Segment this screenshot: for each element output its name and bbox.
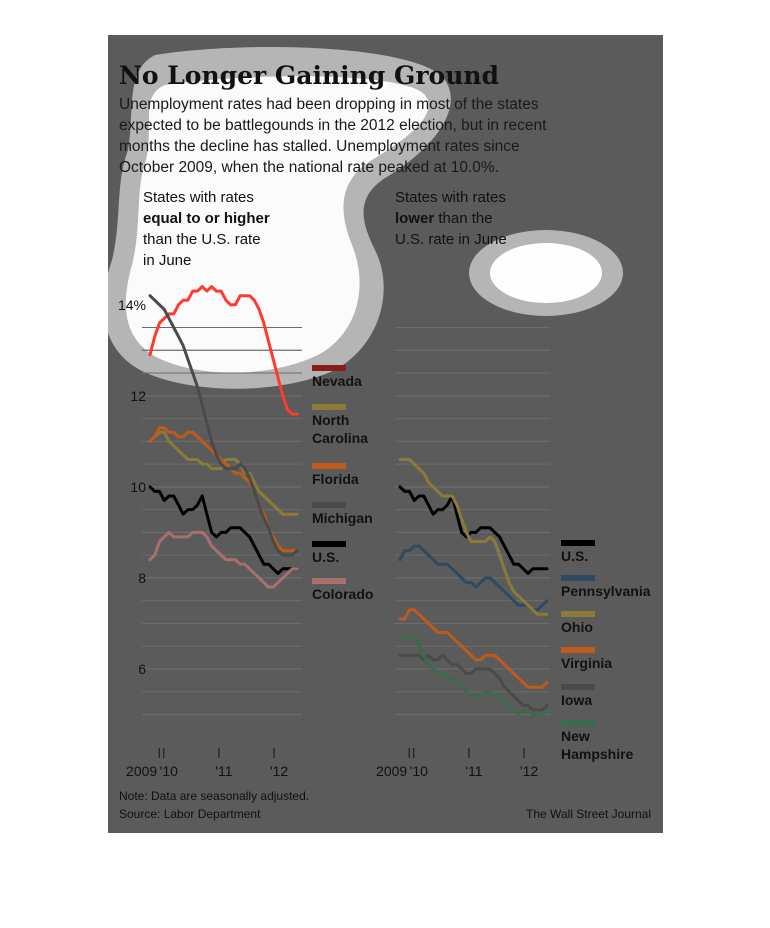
legend-label: Colorado: [312, 586, 374, 602]
legend-label: Michigan: [312, 510, 373, 526]
legend-swatch: [561, 720, 595, 726]
legend-label: Virginia: [561, 655, 613, 671]
right-title-segment: lower: [395, 210, 435, 227]
deck-line: Unemployment rates had been dropping in most of the states: [119, 96, 539, 113]
left-title-line: States with rates: [143, 189, 254, 206]
y-tick-label: 6: [138, 660, 146, 677]
y-tick-label: 10: [130, 478, 146, 495]
legend-swatch: [561, 684, 595, 690]
right-title-line: [395, 210, 493, 227]
legend-swatch: [561, 540, 595, 546]
y-tick-label: 8: [138, 569, 146, 586]
legend-label: Nevada: [312, 373, 362, 389]
credit-text: The Wall Street Journal: [526, 807, 651, 821]
x-tick-label: 2009: [126, 763, 158, 779]
legend-swatch: [312, 502, 346, 508]
legend-label: Pennsylvania: [561, 583, 651, 599]
legend-label: Florida: [312, 471, 359, 487]
x-tick-label: '12: [269, 763, 289, 779]
legend-swatch: [312, 463, 346, 469]
right-panel-title: [395, 189, 507, 248]
legend-swatch: [312, 541, 346, 547]
deck-line: months the decline has stalled. Unemployment rates since: [119, 138, 520, 155]
note-text: Note: Data are seasonally adjusted.: [119, 789, 310, 803]
left-title-line: in June: [143, 252, 192, 269]
y-tick-label: 14%: [117, 296, 146, 313]
legend-swatch: [561, 647, 595, 653]
legend-swatch: [312, 404, 346, 410]
right-title-segment: States with rates: [395, 189, 506, 206]
legend-label: Carolina: [312, 430, 369, 446]
legend-label: Iowa: [561, 692, 593, 708]
x-tick-label: '10: [159, 763, 178, 779]
legend-swatch: [561, 611, 595, 617]
legend-label: New: [561, 728, 590, 744]
deck-line: October 2009, when the national rate peaked at 10.0%.: [119, 159, 500, 176]
legend-label: Ohio: [561, 619, 593, 635]
x-tick-label: '10: [409, 763, 428, 779]
legend-label: North: [312, 412, 350, 428]
left-title-line: equal to or higher: [143, 210, 270, 227]
right-title-segment: U.S. rate in June: [395, 231, 507, 248]
x-tick-label: '11: [215, 763, 233, 779]
y-tick-label: 12: [130, 387, 146, 404]
legend-label: U.S.: [312, 549, 340, 565]
legend-swatch: [561, 575, 595, 581]
x-tick-label: 2009: [376, 763, 408, 779]
x-tick-label: '11: [465, 763, 483, 779]
deck-line: expected to be battlegounds in the 2012 election, but in recent: [119, 117, 547, 134]
right-title-line: [395, 231, 507, 248]
legend-label: Hampshire: [561, 746, 634, 762]
right-title-segment-tail: than the: [434, 210, 493, 227]
highlight-ellipse-right-inner: [490, 243, 602, 303]
left-title-line: than the U.S. rate: [143, 231, 261, 248]
x-tick-label: '12: [519, 763, 539, 779]
headline: No Longer Gaining Ground: [119, 61, 500, 90]
legend-swatch: [312, 578, 346, 584]
legend-swatch: [312, 365, 346, 371]
right-title-line: [395, 189, 506, 206]
legend-label: U.S.: [561, 548, 589, 564]
source-text: Source: Labor Department: [119, 807, 261, 821]
